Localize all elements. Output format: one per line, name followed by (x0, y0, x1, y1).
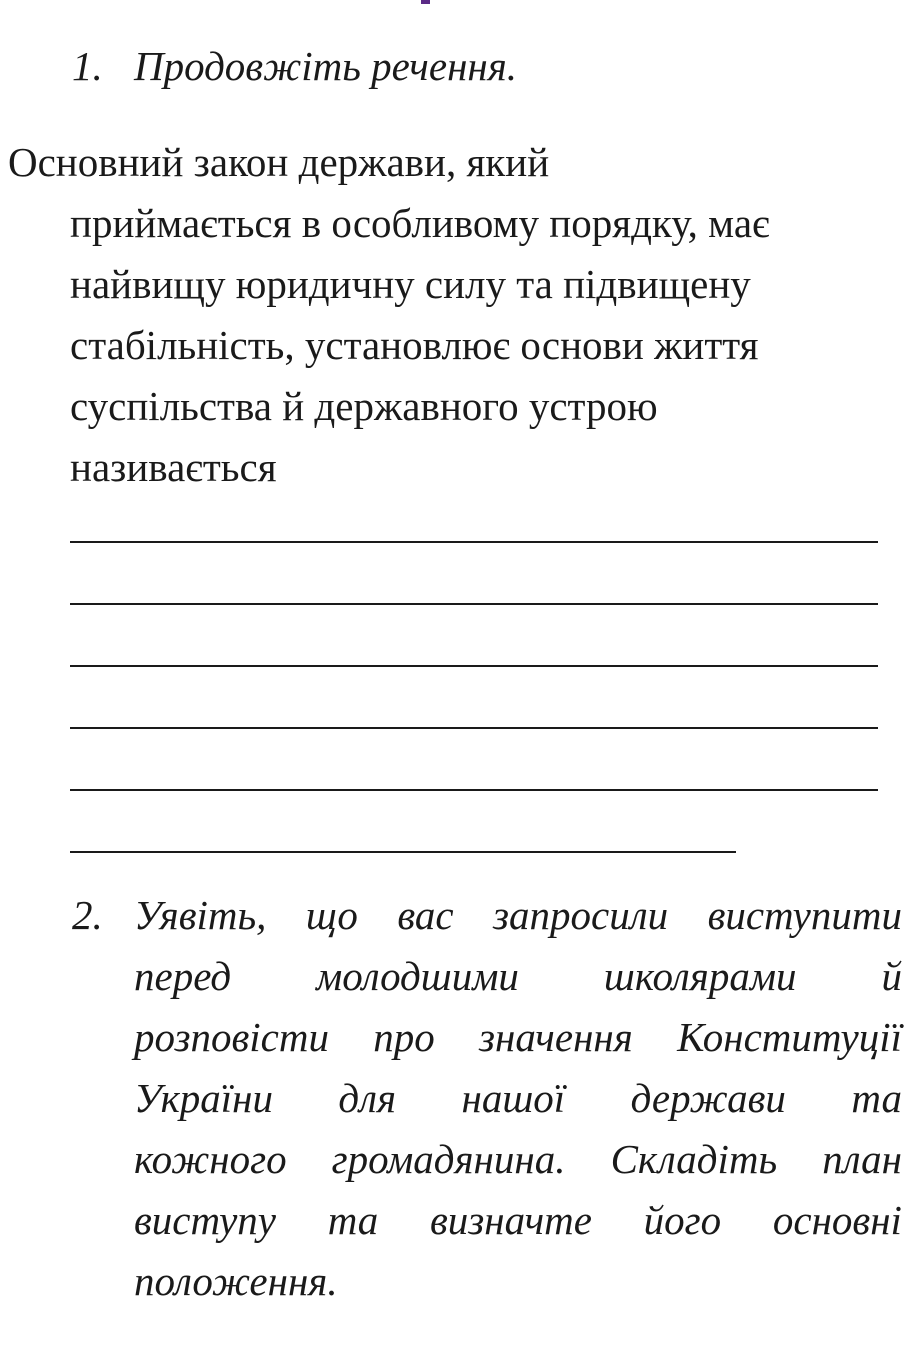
statement-line: найвищу юридичну силу та підвищену (70, 261, 751, 307)
statement-line: стабільність, установлює основи життя (70, 322, 759, 368)
task-2-word: що (305, 892, 358, 938)
task-2-line (134, 946, 902, 1007)
task-2-word: значення (479, 1014, 633, 1060)
task-2-word: нашої (461, 1075, 566, 1121)
task-1-number: 1. (72, 43, 103, 89)
task-2-word: та (851, 1075, 902, 1121)
task-2-word: та (327, 1197, 379, 1243)
statement-line: називається (70, 444, 277, 490)
answer-blank-line[interactable] (70, 789, 878, 791)
task-2-word: кожного (134, 1136, 287, 1182)
task-2-word: його (643, 1197, 722, 1243)
task-1-instruction: Продовжіть речення. (134, 43, 518, 89)
answer-blank-line[interactable] (70, 541, 878, 543)
task-2-line (134, 1129, 902, 1190)
task-2-word: Конституції (677, 1014, 902, 1060)
task-2-number: 2. (72, 892, 103, 938)
task-1-heading (72, 40, 517, 92)
task-2-word: основні (772, 1197, 902, 1243)
task-2 (72, 885, 902, 1312)
task-1-statement (8, 132, 888, 498)
page-top-mark (421, 0, 430, 4)
task-2-word: для (338, 1075, 397, 1121)
task-2-word: Уявіть, (134, 892, 267, 938)
task-2-word: держави (630, 1075, 786, 1121)
task-2-word: Складіть (610, 1136, 778, 1182)
task-2-word: визначте (430, 1197, 592, 1243)
task-2-word: й (881, 953, 902, 999)
task-2-word: перед (134, 953, 232, 999)
answer-blank-line[interactable] (70, 727, 878, 729)
task-2-word: громадянина. (331, 1136, 566, 1182)
task-2-line (134, 1007, 902, 1068)
task-2-word: школярами (603, 953, 797, 999)
task-2-word: запросили (493, 892, 669, 938)
task-2-line (134, 1251, 902, 1312)
task-2-line (134, 1190, 902, 1251)
task-2-word: розповісти (134, 1014, 329, 1060)
task-2-word: план (822, 1136, 902, 1182)
task-2-word: вас (397, 892, 454, 938)
statement-line: суспільства й державного устрою (70, 383, 658, 429)
answer-blank-line[interactable] (70, 603, 878, 605)
answer-lines (70, 541, 878, 913)
task-2-line (134, 1068, 902, 1129)
answer-blank-line[interactable] (70, 851, 736, 853)
task-2-line (134, 885, 902, 946)
task-2-word: України (134, 1075, 273, 1121)
statement-line: приймається в особливому порядку, має (70, 200, 770, 246)
task-2-word: виступити (707, 892, 902, 938)
task-2-word: положення. (134, 1258, 338, 1304)
task-2-word: про (373, 1014, 435, 1060)
answer-blank-line[interactable] (70, 665, 878, 667)
statement-line: Основний закон держави, який (8, 139, 550, 185)
task-2-word: молодшими (316, 953, 519, 999)
task-2-word: виступу (134, 1197, 276, 1243)
